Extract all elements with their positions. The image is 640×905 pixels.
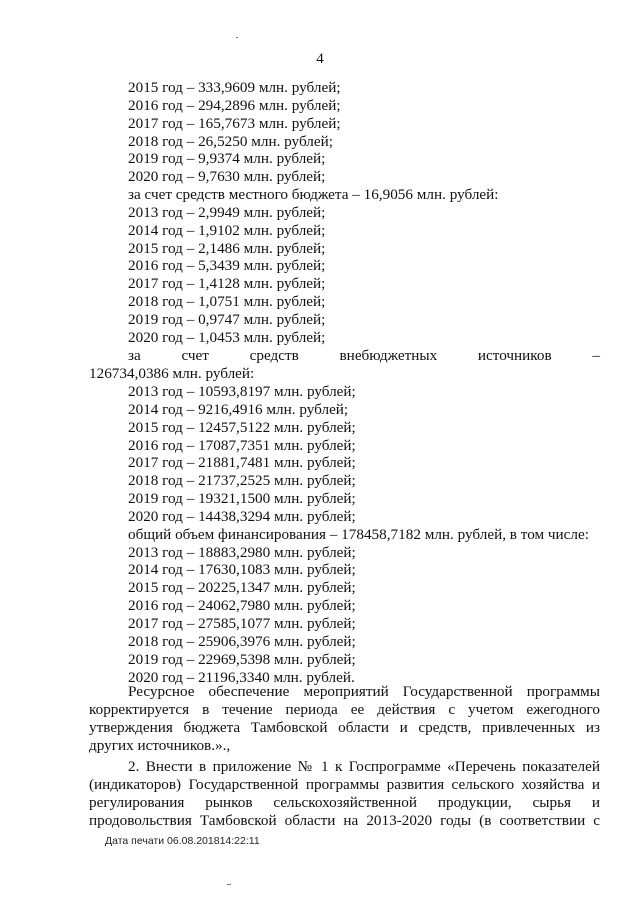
paragraph-resources-line: Ресурсное обеспечение мероприятий Государственной программы [128, 683, 600, 700]
list-line: 2019 год – 0,9747 млн. рублей; [128, 310, 326, 328]
list-line: 2014 год – 17630,1083 млн. рублей; [128, 561, 356, 579]
list-line: 2017 год – 21881,7481 млн. рублей; [128, 454, 356, 472]
offbudget-word: – [592, 347, 600, 364]
list-line: 2017 год – 165,7673 млн. рублей; [128, 114, 341, 132]
paragraph-resources-line: корректируется в течение периода ее действия с учетом ежегодного [89, 701, 600, 718]
list-line: 2016 год – 24062,7980 млн. рублей; [128, 597, 356, 615]
list-line: 2018 год – 1,0751 млн. рублей; [128, 293, 326, 311]
list-line: 2020 год – 1,0453 млн. рублей; [128, 328, 326, 346]
list-line: 2016 год – 17087,7351 млн. рублей; [128, 436, 356, 454]
page-number: 4 [316, 51, 324, 67]
offbudget-word: счет [181, 347, 209, 364]
list-line: 2015 год – 20225,1347 млн. рублей; [128, 579, 356, 597]
list-line: 2018 год – 25906,3976 млн. рублей; [128, 632, 356, 650]
offbudget-heading [128, 347, 600, 365]
list-line: 2019 год – 19321,1500 млн. рублей; [128, 490, 356, 508]
list-line: 2019 год – 22969,5398 млн. рублей; [128, 650, 356, 668]
offbudget-word: внебюджетных [339, 347, 438, 364]
list-line: общий объем финансирования – 178458,7182 млн. рублей, в том числе: [128, 525, 589, 543]
paragraph-resources-line: других источников.»., [89, 737, 231, 754]
list-line: 2020 год – 9,7630 млн. рублей; [128, 168, 326, 186]
list-line: 2016 год – 5,3439 млн. рублей; [128, 257, 326, 275]
paragraph-item2-line: регулирования рынков сельскохозяйственной продукции, сырья и [89, 794, 600, 811]
list-line: за счет средств местного бюджета – 16,9056 млн. рублей: [128, 186, 499, 204]
offbudget-word: источников [477, 347, 552, 364]
paragraph-item2-line: (индикаторов) Государственной программы развития сельского хозяйства и [89, 776, 600, 793]
funding-list-2 [128, 383, 589, 686]
offbudget-total: 126734,0386 млн. рублей: [89, 365, 255, 382]
list-line: 2020 год – 14438,3294 млн. рублей; [128, 507, 356, 525]
list-line: 2013 год – 2,9949 млн. рублей; [128, 203, 326, 221]
paragraph-item2-line: 2. Внести в приложение № 1 к Госпрограмме «Перечень показателей [128, 758, 600, 775]
offbudget-word: средств [249, 347, 299, 364]
list-line: 2016 год – 294,2896 млн. рублей; [128, 96, 341, 114]
scan-speck [227, 884, 231, 885]
list-line: 2014 год – 9216,4916 млн. рублей; [128, 400, 349, 418]
list-line: 2017 год – 27585,1077 млн. рублей; [128, 614, 356, 632]
list-line: 2017 год – 1,4128 млн. рублей; [128, 275, 326, 293]
funding-list-1 [128, 79, 499, 347]
list-line: 2019 год – 9,9374 млн. рублей; [128, 150, 326, 168]
list-line: 2018 год – 21737,2525 млн. рублей; [128, 472, 356, 490]
paragraph-resources-line: утверждения бюджета Тамбовской области и средств, привлеченных из [89, 719, 600, 736]
list-line: 2013 год – 10593,8197 млн. рублей; [128, 383, 356, 400]
scan-speck [236, 37, 238, 38]
list-line: 2014 год – 1,9102 млн. рублей; [128, 221, 326, 239]
list-line: 2018 год – 26,5250 млн. рублей; [128, 132, 333, 150]
list-line: 2015 год – 2,1486 млн. рублей; [128, 239, 326, 257]
print-date: Дата печати 06.08.201814:22:11 [105, 835, 260, 847]
list-line: 2020 год – 21196,3340 млн. рублей. [128, 668, 355, 686]
list-line: 2015 год – 12457,5122 млн. рублей; [128, 418, 356, 436]
list-line: 2015 год – 333,9609 млн. рублей; [128, 79, 341, 96]
list-line: 2013 год – 18883,2980 млн. рублей; [128, 543, 356, 561]
paragraph-item2-line: продовольствия Тамбовской области на 2013-2020 годы (в соответствии с [89, 812, 600, 829]
offbudget-word: за [128, 347, 141, 364]
